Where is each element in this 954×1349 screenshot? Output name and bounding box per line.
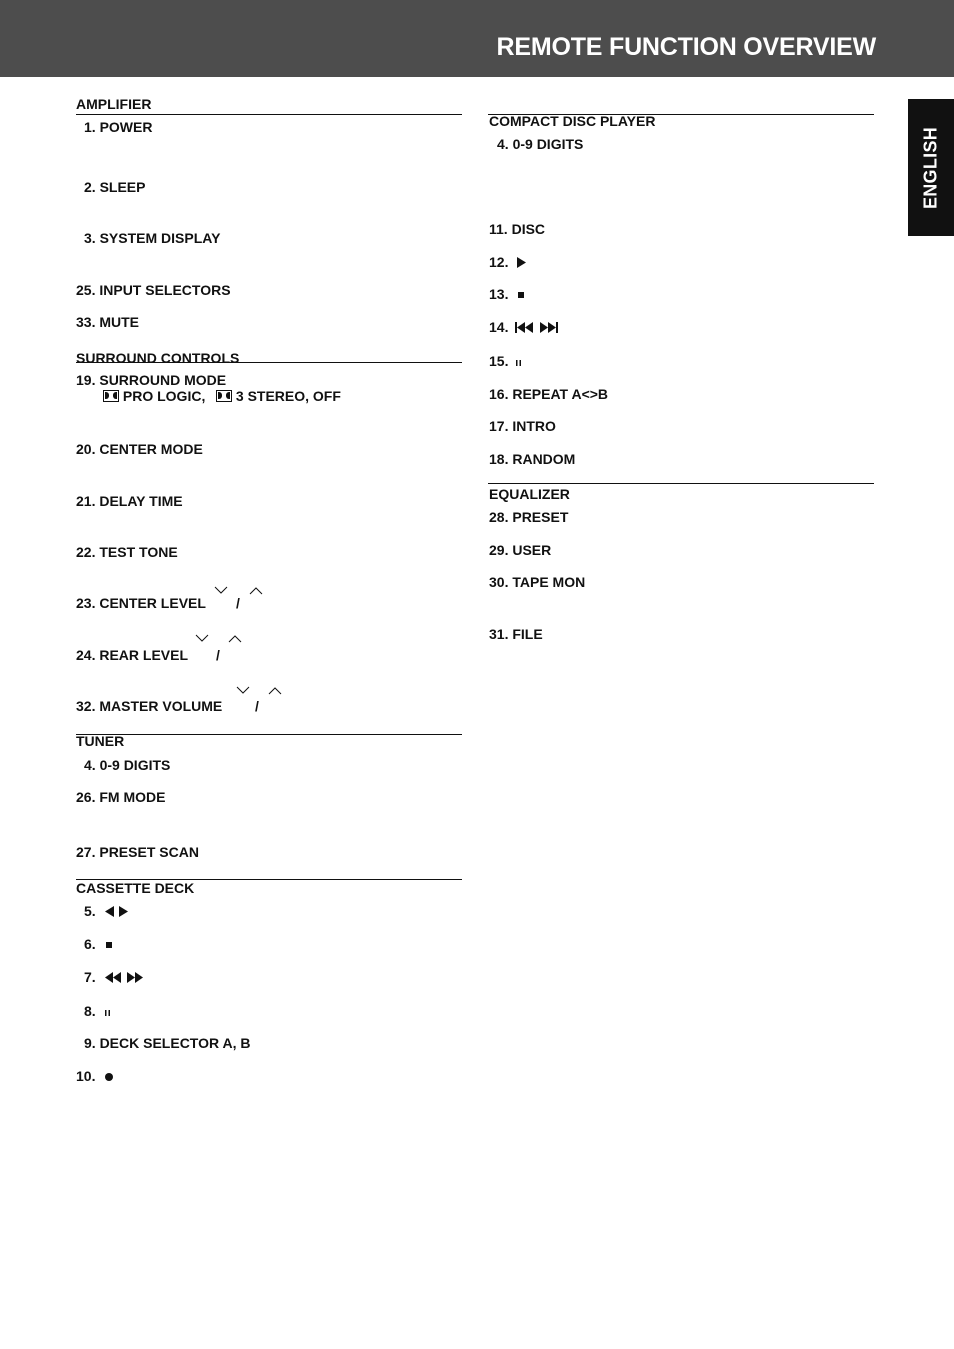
- item-number: 15.: [489, 353, 509, 369]
- cassette-item-deck-selector: 9. DECK SELECTOR A, B: [84, 1035, 251, 1051]
- pause-icon: [104, 1007, 112, 1017]
- surround-item-rear-level: 24. REAR LEVEL: [76, 647, 189, 663]
- chevron-down-icon: [236, 686, 250, 695]
- amplifier-item-sleep: 2. SLEEP: [84, 179, 146, 195]
- item-number: 10.: [76, 1068, 96, 1084]
- cd-item-stop: [489, 286, 528, 303]
- cassette-item-pause: [84, 1003, 112, 1020]
- page-title: REMOTE FUNCTION OVERVIEW: [496, 33, 876, 61]
- surround-item-test-tone: 22. TEST TONE: [76, 544, 178, 560]
- equalizer-item-file: 31. FILE: [489, 626, 543, 642]
- surround-item-delay-time: 21. DELAY TIME: [76, 493, 183, 509]
- cd-item-repeat: 16. REPEAT A<>B: [489, 386, 609, 402]
- chevron-up-icon: [268, 686, 282, 695]
- divider: [76, 879, 462, 880]
- item-number: 7.: [84, 969, 96, 985]
- tuner-item-fm-mode: 26. FM MODE: [76, 789, 166, 805]
- slash-separator: /: [255, 698, 259, 714]
- language-tab-label: ENGLISH: [920, 126, 941, 209]
- pause-icon: [515, 357, 523, 367]
- surround-item-master-volume: 32. MASTER VOLUME: [76, 698, 223, 714]
- cassette-item-rewind-ff: [84, 969, 146, 986]
- tuner-item-digits: 4. 0-9 DIGITS: [84, 757, 171, 773]
- amplifier-item-input-selectors: 25. INPUT SELECTORS: [76, 282, 231, 298]
- chevron-up-icon: [228, 634, 242, 643]
- amplifier-heading: AMPLIFIER: [76, 96, 152, 112]
- amplifier-item-system-display: 3. SYSTEM DISPLAY: [84, 230, 221, 246]
- divider: [488, 483, 874, 484]
- item-number: 13.: [489, 286, 509, 302]
- cassette-item-play: [84, 903, 130, 920]
- surround-item-center-level: 23. CENTER LEVEL: [76, 595, 206, 611]
- cd-item-skip: [489, 319, 560, 336]
- dolby-logo-icon: [103, 390, 119, 402]
- surround-item-mode-options-b: [216, 388, 341, 405]
- item-number: 6.: [84, 936, 96, 952]
- item-number: 8.: [84, 1003, 96, 1019]
- item-number: 5.: [84, 903, 96, 919]
- tuner-heading: TUNER: [76, 733, 125, 749]
- cassette-item-stop: [84, 936, 115, 953]
- tuner-item-preset-scan: 27. PRESET SCAN: [76, 844, 199, 860]
- three-stereo-label: 3 STEREO, OFF: [235, 388, 341, 404]
- cassette-item-record: [76, 1068, 115, 1085]
- chevron-down-icon: [214, 586, 228, 595]
- surround-item-mode-options: [103, 388, 205, 405]
- divider: [76, 114, 462, 115]
- slash-separator: /: [216, 647, 220, 663]
- reverse-forward-play-icon: [104, 906, 130, 918]
- amplifier-item-power: 1. POWER: [84, 119, 153, 135]
- surround-item-mode: 19. SURROUND MODE: [76, 372, 227, 388]
- record-icon: [103, 1071, 115, 1083]
- slash-separator: /: [236, 595, 240, 611]
- chevron-up-icon: [249, 586, 263, 595]
- cassette-heading: CASSETTE DECK: [76, 880, 195, 896]
- cd-item-random: 18. RANDOM: [489, 451, 576, 467]
- dolby-logo-icon: [216, 390, 232, 402]
- cd-item-pause: [489, 353, 523, 370]
- play-icon: [515, 257, 527, 269]
- equalizer-heading: EQUALIZER: [489, 486, 570, 502]
- surround-heading: SURROUND CONTROLS: [76, 350, 240, 366]
- item-number: 14.: [489, 319, 509, 335]
- cd-item-disc: 11. DISC: [489, 221, 546, 237]
- equalizer-item-preset: 28. PRESET: [489, 509, 569, 525]
- equalizer-item-user: 29. USER: [489, 542, 552, 558]
- cd-item-play: [489, 254, 527, 271]
- stop-icon: [516, 290, 528, 300]
- page-header: [0, 0, 954, 77]
- item-number: 12.: [489, 254, 509, 270]
- cd-item-digits: 4. 0-9 DIGITS: [497, 136, 584, 152]
- amplifier-item-mute: 33. MUTE: [76, 314, 140, 330]
- divider: [76, 734, 462, 735]
- chevron-down-icon: [195, 634, 209, 643]
- rewind-fast-forward-icon: [104, 972, 146, 984]
- stop-icon: [105, 940, 115, 950]
- surround-item-center-mode: 20. CENTER MODE: [76, 441, 203, 457]
- cd-item-intro: 17. INTRO: [489, 418, 556, 434]
- skip-prev-next-icon: [514, 322, 560, 334]
- language-tab: [908, 99, 954, 236]
- divider: [76, 362, 462, 363]
- cd-heading: COMPACT DISC PLAYER: [489, 113, 656, 129]
- equalizer-item-tape-mon: 30. TAPE MON: [489, 574, 586, 590]
- pro-logic-label: PRO LOGIC,: [122, 388, 206, 404]
